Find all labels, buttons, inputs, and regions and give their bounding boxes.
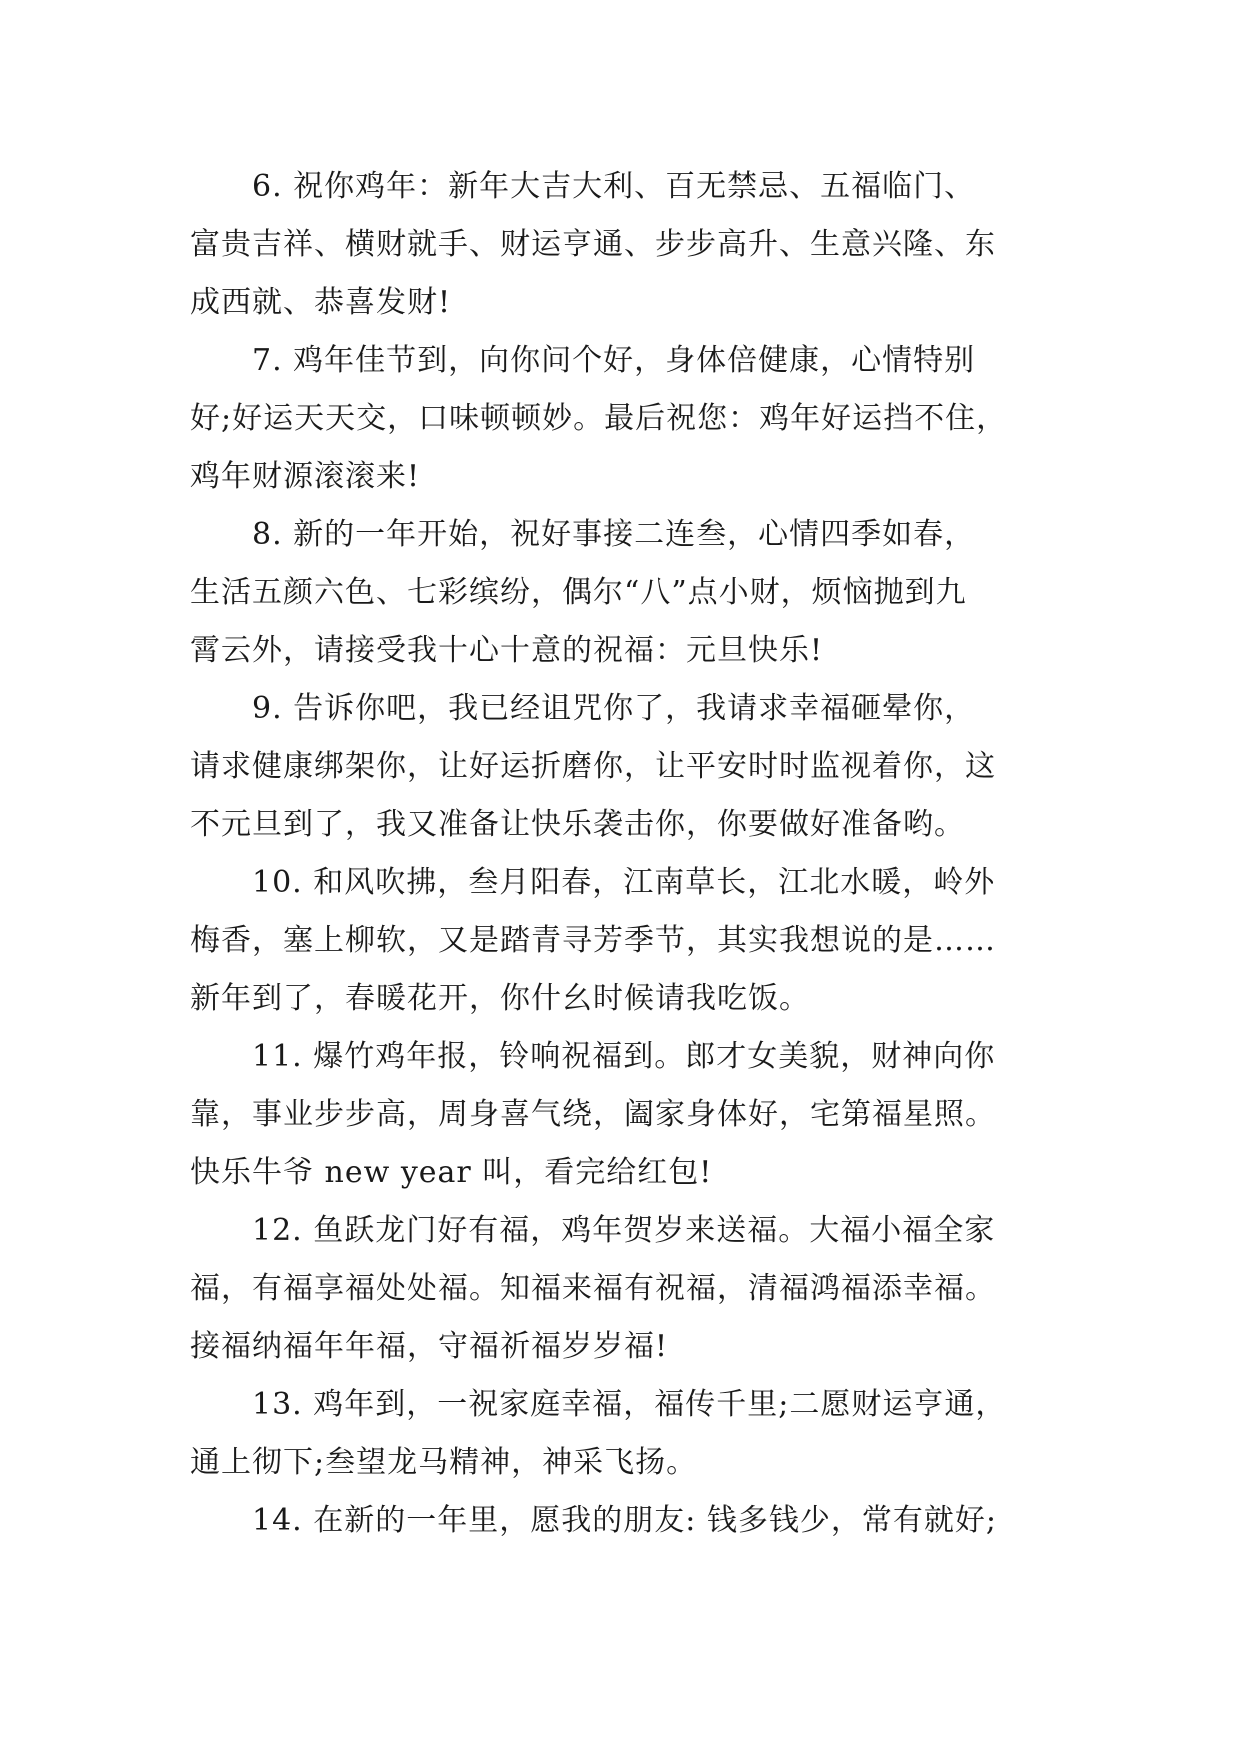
paragraph-12-line-2: 福，有福享福处处福。知福来福有祝福，清福鸿福添幸福。 (190, 1271, 996, 1306)
paragraph-7-line-1: 7. 鸡年佳节到，向你问个好，身体倍健康，心情特别 (252, 343, 976, 378)
paragraph-8-line-3: 霄云外，请接受我十心十意的祝福：元旦快乐! (190, 633, 824, 668)
paragraph-10-line-2: 梅香，塞上柳软，又是踏青寻芳季节，其实我想说的是…… (190, 923, 996, 958)
paragraph-14-line-1: 14. 在新的一年里，愿我的朋友: 钱多钱少，常有就好; (252, 1503, 997, 1538)
paragraph-10-line-1: 10. 和风吹拂，叁月阳春，江南草长，江北水暖，岭外 (252, 865, 996, 900)
paragraph-7-line-2: 好;好运天天交，口味顿顿妙。最后祝您：鸡年好运挡不住， (190, 401, 1008, 436)
paragraph-11-line-3: 快乐牛爷 new year 叫，看完给红包! (190, 1155, 713, 1190)
paragraph-8-line-2: 生活五颜六色、七彩缤纷，偶尔“八”点小财，烦恼抛到九 (190, 575, 967, 610)
paragraph-6-line-1: 6. 祝你鸡年：新年大吉大利、百无禁忌、五福临门、 (252, 169, 976, 204)
paragraph-9-line-1: 9. 告诉你吧，我已经诅咒你了，我请求幸福砸晕你， (252, 691, 976, 726)
paragraph-7-line-3: 鸡年财源滚滚来! (190, 459, 421, 494)
document-body (190, 158, 1050, 1550)
paragraph-13-line-1: 13. 鸡年到，一祝家庭幸福，福传千里;二愿财运亨通， (252, 1387, 1007, 1422)
paragraph-6-line-3: 成西就、恭喜发财! (190, 285, 452, 320)
paragraph-12-line-1: 12. 鱼跃龙门好有福，鸡年贺岁来送福。大福小福全家 (252, 1213, 996, 1248)
paragraph-9-line-3: 不元旦到了，我又准备让快乐袭击你，你要做好准备哟。 (190, 807, 965, 842)
paragraph-8-line-1: 8. 新的一年开始，祝好事接二连叁，心情四季如春， (252, 517, 976, 552)
paragraph-11-line-2: 靠，事业步步高，周身喜气绕，阖家身体好，宅第福星照。 (190, 1097, 996, 1132)
paragraph-12-line-3: 接福纳福年年福，守福祈福岁岁福! (190, 1329, 669, 1364)
paragraph-9-line-2: 请求健康绑架你，让好运折磨你，让平安时时监视着你，这 (190, 749, 996, 784)
paragraph-10-line-3: 新年到了，春暖花开，你什幺时候请我吃饭。 (190, 981, 810, 1016)
paragraph-13-line-2: 通上彻下;叁望龙马精神，神采飞扬。 (190, 1445, 698, 1480)
paragraph-11-line-1: 11. 爆竹鸡年报，铃响祝福到。郎才女美貌，财神向你 (252, 1039, 996, 1074)
paragraph-6-line-2: 富贵吉祥、横财就手、财运亨通、步步高升、生意兴隆、东 (190, 227, 996, 262)
